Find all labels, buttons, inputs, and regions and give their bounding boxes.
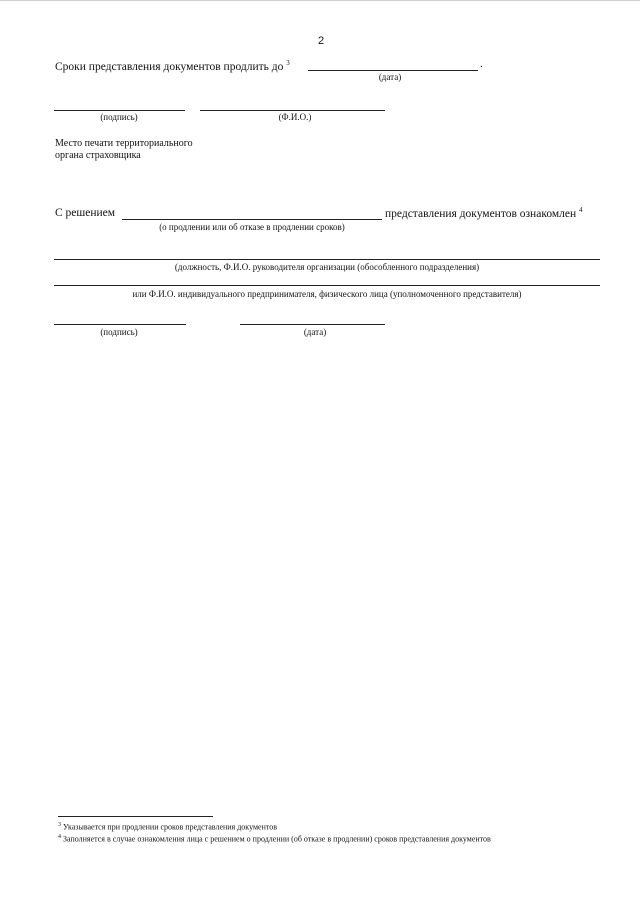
footnote-4-text: Заполняется в случае ознакомления лица с решением о продлении (об отказе в продлении) сроков представления документов [63,834,491,844]
top-edge-line [0,0,640,1]
decision-prefix: С решением [55,207,116,219]
signature-line-1 [54,110,185,111]
name-line-1 [200,110,385,111]
extension-trailing-dot: . [480,58,483,70]
decision-caption: (о продлении или об отказе в продлении сроков) [159,222,345,232]
decision-fill-line [122,219,382,220]
signature-line-2 [54,324,186,325]
stamp-place-line-1: Место печати территориального [55,138,193,149]
footnote-ref-4: 4 [579,206,583,214]
page-number: 2 [318,35,325,47]
stamp-place-line-2: органа страховщика [55,150,141,161]
stamp-place [55,138,193,162]
decision-suffix: представления документов ознакомлен [385,207,577,220]
signature-caption-1: (подпись) [100,112,138,122]
extension-label: Сроки представления документов продлить до [55,60,284,73]
name-caption-1: (Ф.И.О.) [278,112,312,122]
extension-date-caption: (дата) [378,72,402,82]
signature-caption-2: (подпись) [100,327,138,337]
entrepreneur-caption: или Ф.И.О. индивидуального предпринимателя, физического лица (уполномоченного представителя) [132,289,522,299]
decision-suffix-wrap [385,206,583,220]
footnote-3-text: Указывается при продлении сроков представления документов [63,822,278,832]
date-caption-2: (дата) [303,327,327,337]
footnote-3 [58,822,277,832]
footnote-3-ref: 3 [58,822,61,828]
footnote-separator [58,816,213,817]
entrepreneur-line [54,285,600,286]
extension-text [55,59,290,73]
position-line [54,259,600,260]
footnote-4-ref: 4 [58,834,61,840]
footnote-ref-3: 3 [286,59,290,67]
extension-date-line [308,70,478,71]
date-line-2 [240,324,385,325]
position-caption: (должность, Ф.И.О. руководителя организации (обособленного подразделения) [174,262,480,272]
footnote-4 [58,834,491,844]
